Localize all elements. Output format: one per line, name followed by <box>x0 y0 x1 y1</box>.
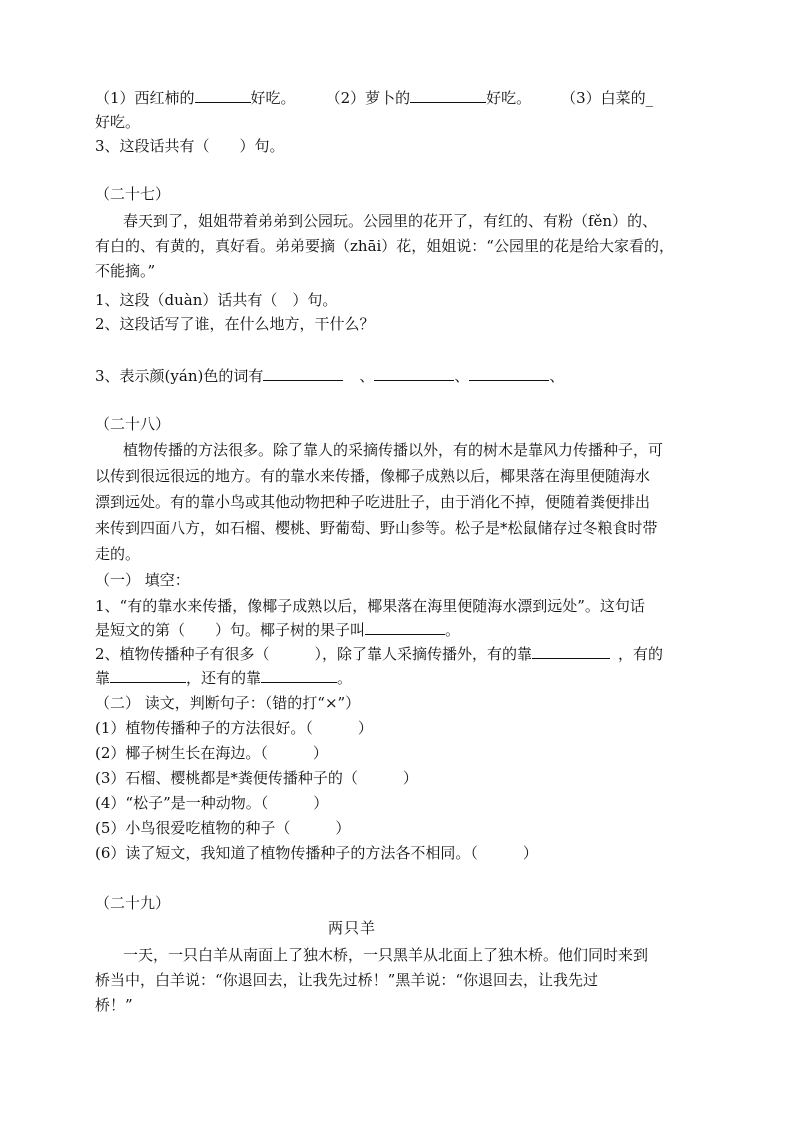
fill-question-2-line-2 <box>95 668 352 690</box>
judge-item-2: (2）椰子树生长在海边。（ ） <box>95 744 328 762</box>
section-27-question-2: 2、这段话写了谁，在什么地方，干什么？ <box>95 315 375 333</box>
fill-question-1-suffix: 。 <box>445 621 461 639</box>
fill-in-row-items <box>95 88 653 110</box>
item-2-blank[interactable] <box>410 88 486 103</box>
section-28-heading: （二十八） <box>95 415 171 433</box>
item-1-suffix: 好吃。 <box>250 89 296 107</box>
color-word-blank-3[interactable] <box>469 366 549 381</box>
section-27-question-1: 1、这段（duàn）话共有（ ）句。 <box>95 291 338 309</box>
section-28-paragraph-line-3: 漂到远处。有的靠小鸟或其他动物把种子吃进肚子，由于消化不掉，便随着粪便排出 <box>95 493 651 511</box>
section-27-question-3 <box>95 366 564 388</box>
item-1-prefix: （1）西红柿的 <box>95 89 195 107</box>
section-28-paragraph-line-5: 走的。 <box>95 545 141 563</box>
section-29-paragraph-line-3: 桥！” <box>95 996 133 1014</box>
fill-question-1-prefix: 是短文的第（ ）句。椰子树的果子叫 <box>95 621 366 639</box>
fill-question-1-line-2 <box>95 620 460 642</box>
item-3-continuation: 好吃。 <box>95 113 141 131</box>
section-28-paragraph-line-4: 来传到四面八方，如石榴、樱桃、野葡萄、野山参等。松子是*松鼠储存过冬粮食时带 <box>95 519 658 537</box>
judge-item-6: (6）读了短文，我知道了植物传播种子的方法各不相同。（ ） <box>95 844 538 862</box>
section-27-paragraph-line-3: 不能摘。” <box>95 262 156 280</box>
color-word-blank-1[interactable] <box>263 366 343 381</box>
section-27-heading: （二十七） <box>95 185 171 203</box>
section-27-paragraph-line-2: 有白的、有黄的，真好看。弟弟要摘（zhāi）花，姐姐说：“公园里的花是给大家看的， <box>95 237 674 255</box>
question-3-sentence-count: 3、这段话共有（ ）句。 <box>95 137 285 155</box>
judge-item-5: (5）小鸟很爱吃植物的种子（ ） <box>95 819 351 837</box>
section-28-paragraph-line-2: 以传到很远很远的地方。有的靠水来传播，像椰子成熟以后，椰果落在海里便随海水 <box>95 467 651 485</box>
section-28-paragraph-line-1: 植物传播的方法很多。除了靠人的采摘传播以外，有的树木是靠风力传播种子，可 <box>123 441 664 459</box>
section-29-heading: （二十九） <box>95 894 171 912</box>
coconut-fruit-blank[interactable] <box>365 620 445 635</box>
fill-question-2-suffix: ，有的 <box>618 645 664 663</box>
color-word-blank-2[interactable] <box>374 366 454 381</box>
judge-item-4: (4）“松子”是一种动物。（ ） <box>95 794 329 812</box>
part-2-heading: （二） 读文，判断句子：（错的打“×”） <box>95 694 361 712</box>
story-title: 两只羊 <box>328 919 377 937</box>
method-blank-2[interactable] <box>110 668 186 683</box>
fill-question-2-line-2-suffix: 。 <box>337 669 353 687</box>
fill-question-2-line-2-middle: ，还有的靠 <box>186 669 262 687</box>
item-2-suffix: 好吃。 <box>486 89 532 107</box>
judge-item-1: (1）植物传播种子的方法很好。（ ） <box>95 719 373 737</box>
fill-question-1-line-1: 1、“有的靠水来传播，像椰子成熟以后，椰果落在海里便随海水漂到远处”。这句话 <box>95 597 645 615</box>
judge-item-3: (3）石榴、樱桃都是*粪便传播种子的（ ） <box>95 769 418 787</box>
item-3-prefix: （3）白菜的_ <box>561 89 654 107</box>
section-29-paragraph-line-1: 一天，一只白羊从南面上了独木桥，一只黑羊从北面上了独木桥。他们同时来到 <box>123 946 649 964</box>
part-1-heading: （一） 填空： <box>95 571 190 589</box>
item-1-blank[interactable] <box>195 88 251 103</box>
fill-question-2-prefix: 2、植物传播种子有很多（ ），除了靠人采摘传播外，有的靠 <box>95 645 533 663</box>
fill-question-2-line-1 <box>95 644 663 666</box>
question-3-prefix: 3、表示颜(yán)色的词有 <box>95 367 264 385</box>
fill-question-2-line-2-prefix: 靠 <box>95 669 111 687</box>
separator-2: 、 <box>454 367 470 385</box>
method-blank-1[interactable] <box>532 644 610 659</box>
method-blank-3[interactable] <box>261 668 337 683</box>
separator-3: 、 <box>549 367 565 385</box>
item-2-prefix: （2）萝卜的 <box>325 89 411 107</box>
section-29-paragraph-line-2: 桥当中，白羊说：“你退回去，让我先过桥！”黑羊说：“你退回去，让我先过 <box>95 971 599 989</box>
section-27-paragraph-line-1: 春天到了，姐姐带着弟弟到公园玩。公园里的花开了，有红的、有粉（fěn）的、 <box>123 212 658 230</box>
separator-1: 、 <box>359 367 375 385</box>
